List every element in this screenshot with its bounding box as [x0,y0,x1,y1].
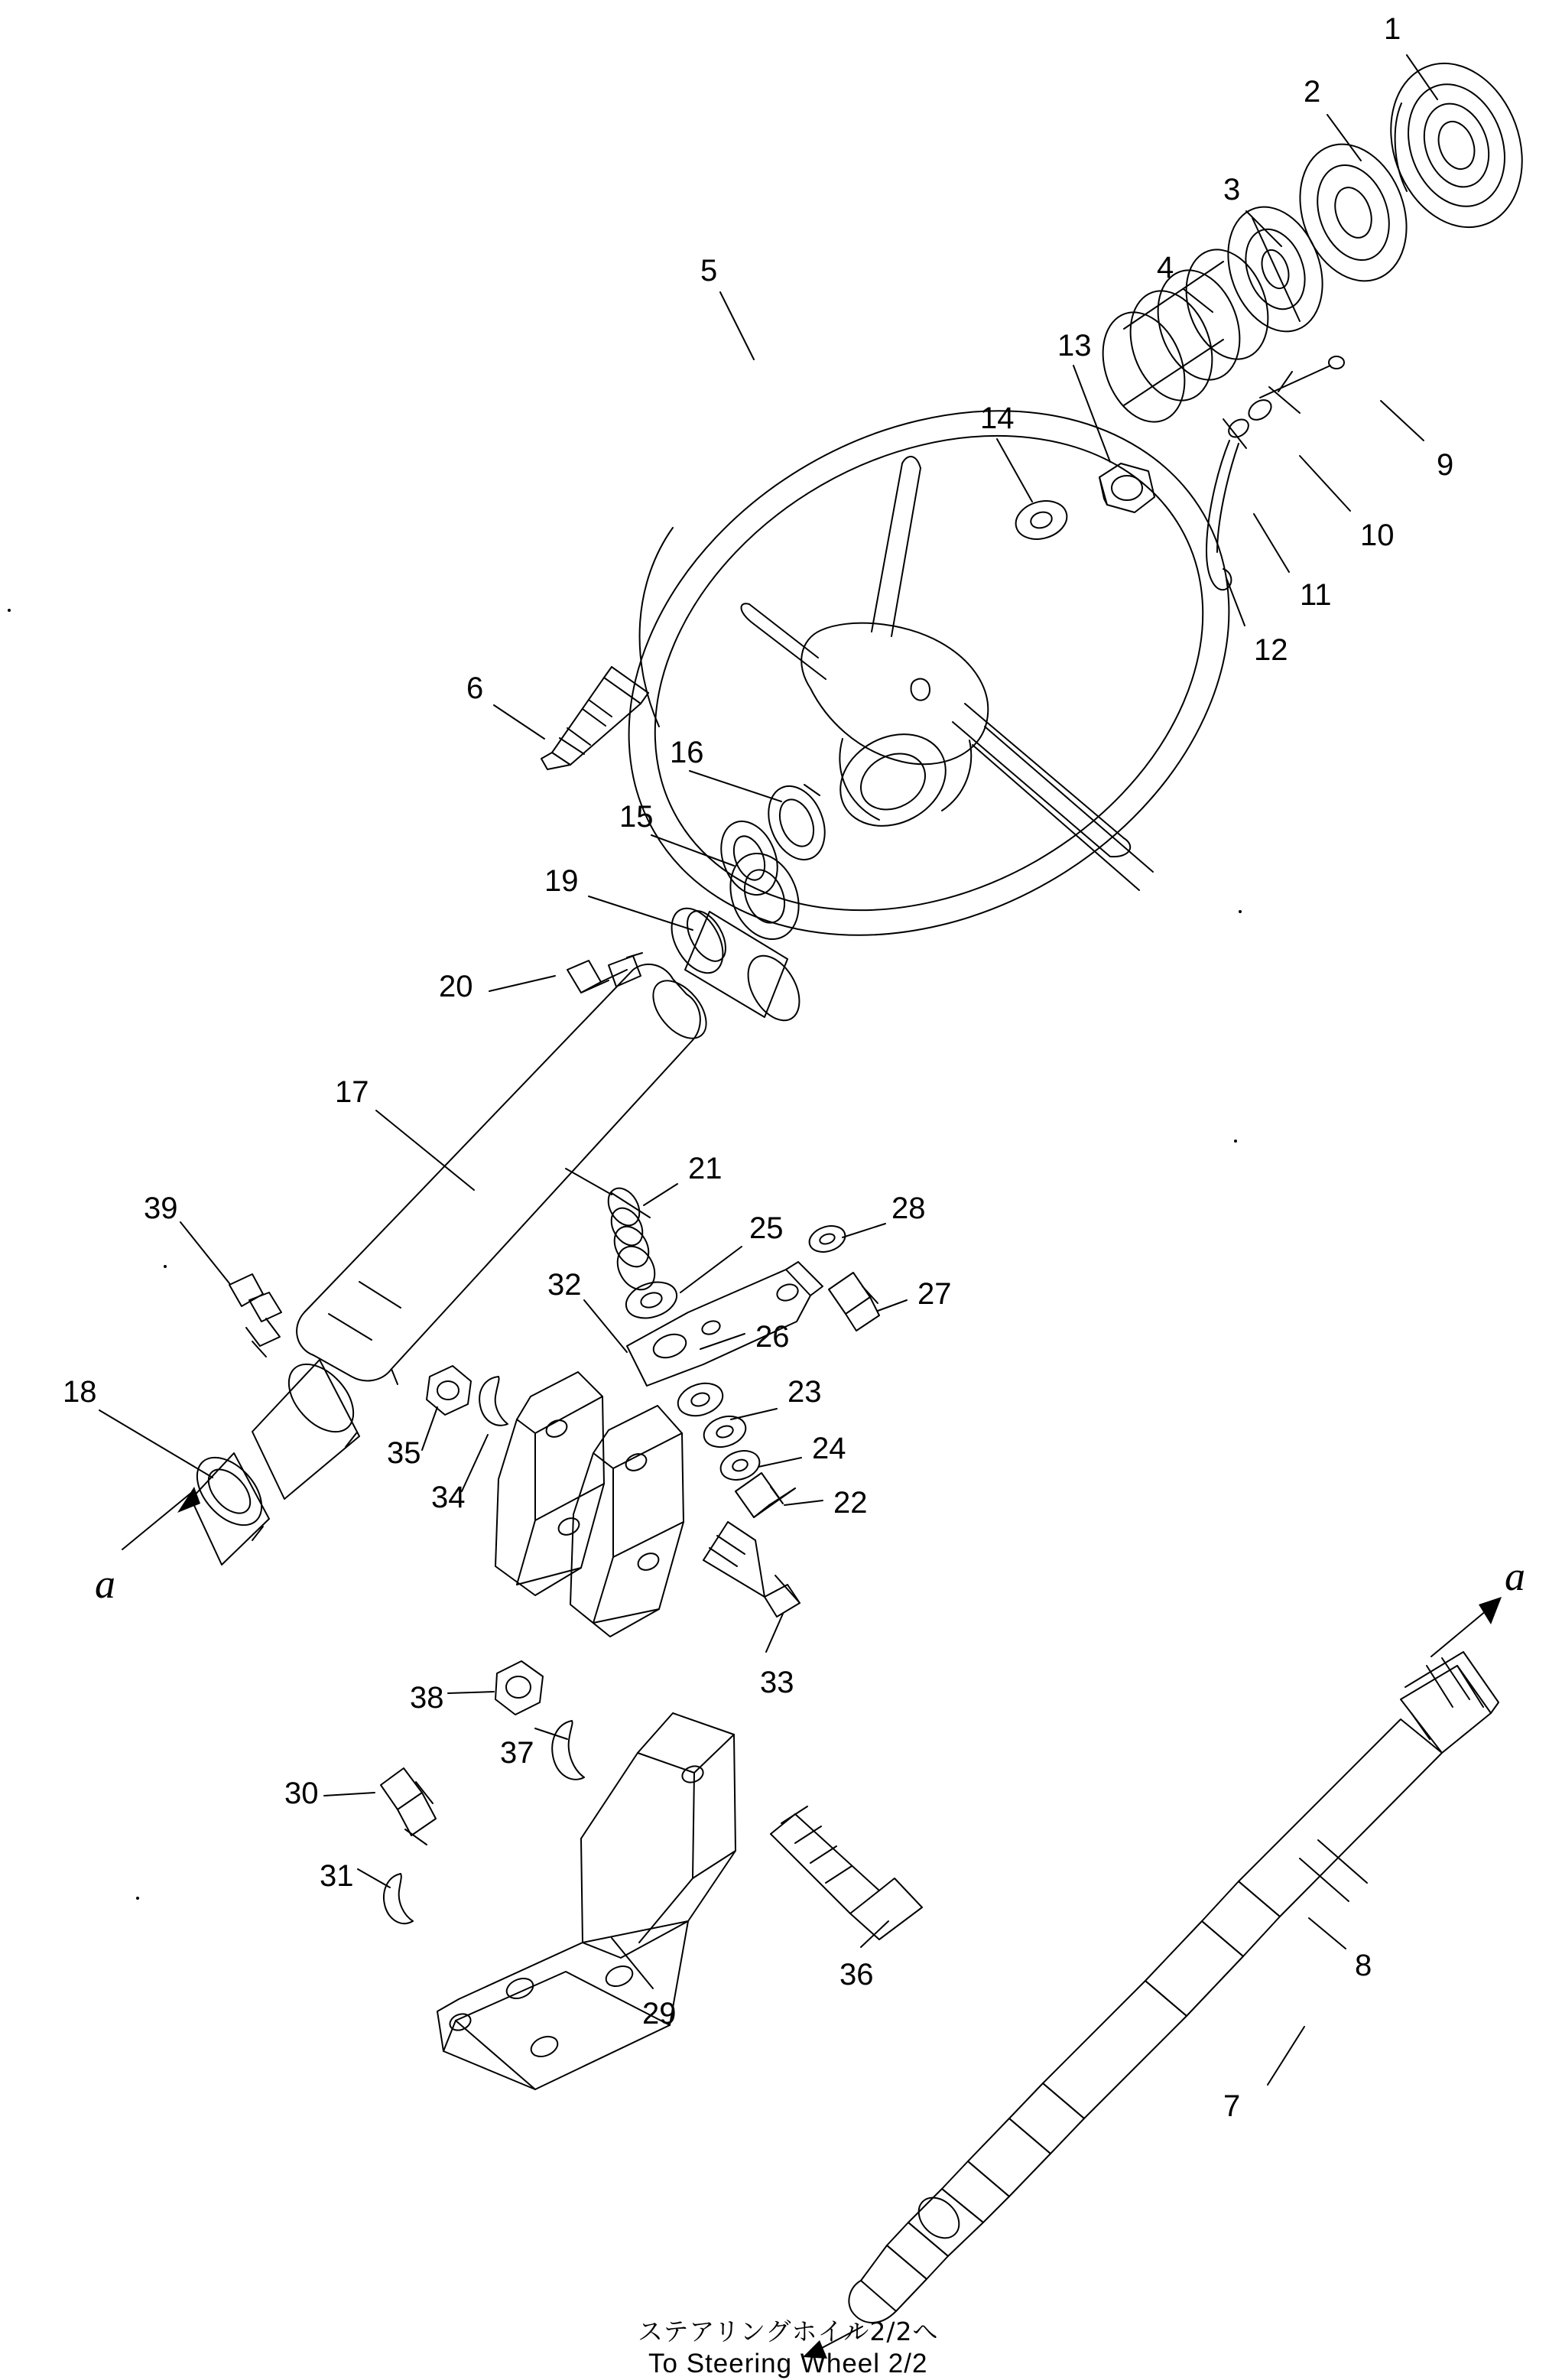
callout-36: 36 [839,1958,874,1991]
callout-13: 13 [1057,329,1092,363]
part-5-steering-wheel [534,306,1324,1041]
callout-29: 29 [642,1997,677,2030]
callout-16: 16 [670,736,704,769]
part-9-10-11-12-pin [1206,356,1344,590]
part-6-bolt [541,667,648,769]
part-1-seal [1369,45,1544,246]
callout-34: 34 [431,1481,466,1514]
part-25-washer [622,1276,681,1325]
part-18b-seal [184,1445,274,1565]
callout-10: 10 [1360,519,1395,552]
part-14-washer [1012,496,1072,545]
part-24-washer [717,1446,764,1484]
footnote-english: To Steering Wheel 2/2 [648,2349,928,2379]
callout-7: 7 [1223,2089,1241,2123]
part-38-nut [495,1661,543,1715]
callout-18: 18 [63,1375,97,1409]
callout-26: 26 [755,1320,790,1354]
part-34-snapring [479,1377,508,1426]
section-mark-a-left: a [95,1561,115,1607]
callout-21: 21 [688,1152,723,1185]
callout-27: 27 [917,1277,952,1311]
part-36-bolt [771,1806,922,1939]
callout-32: 32 [547,1268,582,1302]
callout-23: 23 [787,1375,822,1409]
part-32-clamp [570,1406,684,1637]
part-35-nut [427,1366,471,1415]
part-31-snapring [384,1874,413,1923]
callout-24: 24 [812,1432,846,1465]
callout-8: 8 [1355,1949,1372,1982]
part-33-bolt [703,1522,800,1617]
callout-9: 9 [1437,448,1454,482]
callout-17: 17 [335,1075,369,1109]
part-39-grease-fitting [229,1274,281,1357]
part-30-bolt [381,1768,436,1845]
section-mark-a-right: a [1505,1553,1525,1599]
callout-11: 11 [1300,578,1332,612]
part-7-lower-shaft [849,1981,1187,2323]
scan-speck [1239,910,1242,913]
callout-33: 33 [760,1666,794,1699]
callout-3: 3 [1223,173,1241,206]
part-37-snapring [552,1721,584,1780]
part-34-clamp [495,1372,604,1595]
callout-5: 5 [700,254,718,288]
callout-22: 22 [833,1486,868,1520]
section-arrow-left [122,1487,200,1549]
callout-28: 28 [891,1192,926,1225]
part-16-snap-ring [758,778,836,868]
callout-37: 37 [500,1736,534,1770]
callout-2: 2 [1304,75,1321,109]
part-17-column-tube [297,964,716,1384]
callout-38: 38 [410,1681,444,1715]
scan-speck [1234,1140,1237,1143]
callout-15: 15 [619,800,654,834]
part-22-bolt [736,1473,795,1517]
callout-25: 25 [749,1211,784,1245]
footnote-japanese: ステアリングホイル2/2へ [638,2317,939,2346]
part-26-plate [627,1262,823,1386]
part-28-washer [806,1221,849,1256]
callout-1: 1 [1384,12,1401,46]
part-19-collar [661,899,810,1029]
part-29-mount-bracket [437,1713,736,2089]
callout-12: 12 [1254,633,1288,667]
part-27-bolt [829,1273,879,1331]
callout-30: 30 [284,1777,319,1810]
callout-31: 31 [320,1859,354,1893]
scan-speck [8,609,11,612]
scan-speck [164,1265,167,1268]
callout-39: 39 [144,1192,178,1225]
callout-20: 20 [439,970,473,1003]
part-18-bushing [252,1352,366,1499]
section-arrow-right [1431,1597,1502,1657]
callout-14: 14 [980,402,1015,435]
part-2-bearing [1282,129,1425,296]
part-23-washer [674,1378,726,1422]
callout-19: 19 [544,864,579,898]
part-15-washer [711,813,788,903]
callout-6: 6 [466,671,484,705]
callout-4: 4 [1157,251,1174,284]
scan-speck [136,1897,139,1900]
footnote-reference [638,2316,938,2380]
part-8-upper-shaft [1145,1652,1499,2016]
callout-35: 35 [387,1436,421,1470]
